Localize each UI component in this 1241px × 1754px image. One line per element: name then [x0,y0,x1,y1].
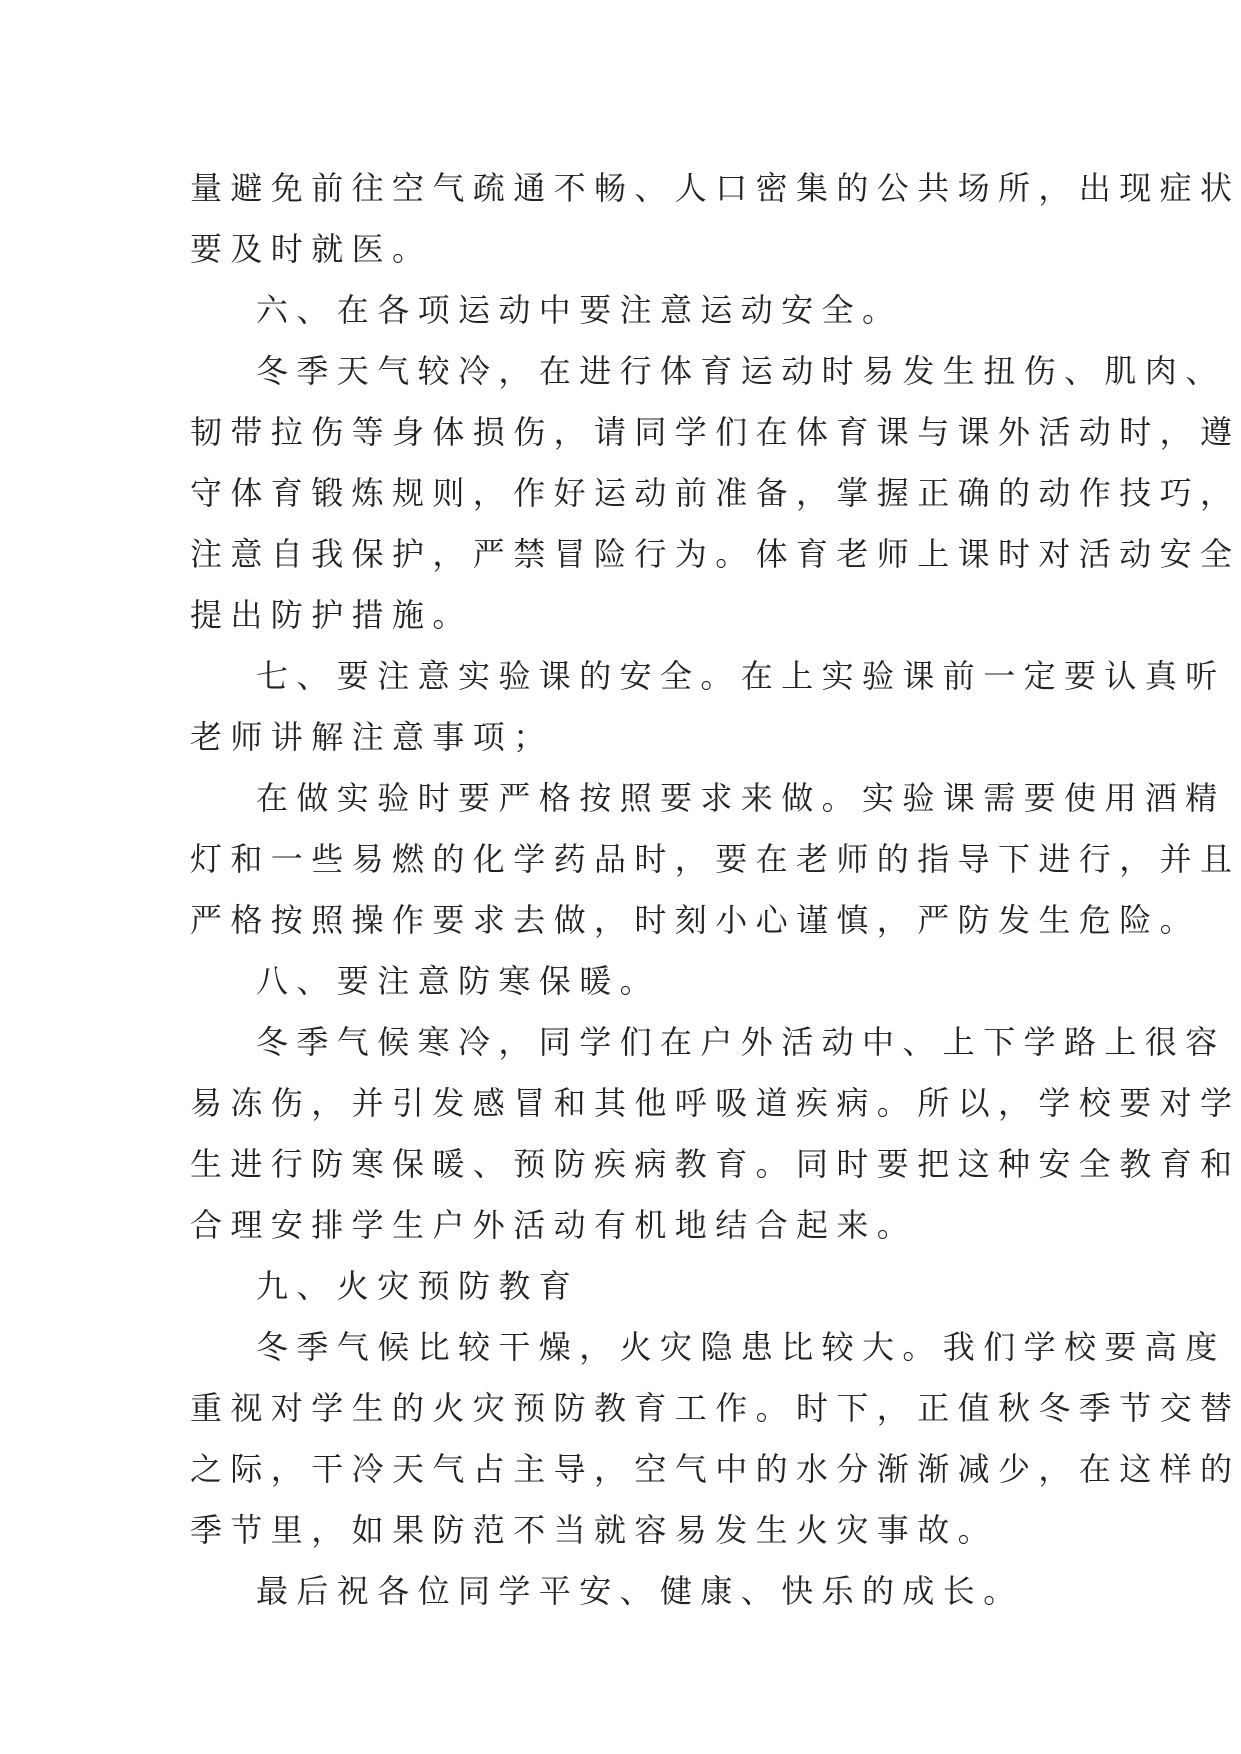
section-heading-9: 九、火灾预防教育 [256,1267,580,1305]
text-line-12: 灯和一些易燃的化学药品时，要在老师的指导下进行，并且 [190,840,1241,878]
text-line-7: 注意自我保护，严禁冒险行为。体育老师上课时对活动安全 [190,535,1241,573]
text-line-6: 守体育锻炼规则，作好运动前准备，掌握正确的动作技巧， [190,474,1241,512]
section-heading-8: 八、要注意防寒保暖。 [256,962,661,1000]
text-line-1: 量避免前往空气疏通不畅、人口密集的公共场所，出现症状 [190,169,1241,207]
text-line-11: 在做实验时要严格按照要求来做。实验课需要使用酒精 [256,779,1226,817]
document-body [190,158,1241,1622]
text-line-13: 严格按照操作要求去做，时刻小心谨慎，严防发生危险。 [190,901,1201,939]
section-heading-6: 六、在各项运动中要注意运动安全。 [256,291,903,329]
text-line-2: 要及时就医。 [190,230,433,268]
text-line-23: 季节里，如果防范不当就容易发生火灾事故。 [190,1511,999,1549]
text-line-17: 生进行防寒保暖、预防疾病教育。同时要把这种安全教育和 [190,1145,1241,1183]
text-line-20: 冬季气候比较干燥，火灾隐患比较大。我们学校要高度 [256,1328,1226,1366]
text-line-4: 冬季天气较冷，在进行体育运动时易发生扭伤、肌肉、 [256,352,1226,390]
text-line-8: 提出防护措施。 [190,596,473,634]
text-line-21: 重视对学生的火灾预防教育工作。时下，正值秋冬季节交替 [190,1389,1241,1427]
text-line-5: 韧带拉伤等身体损伤，请同学们在体育课与课外活动时，遵 [190,413,1241,451]
text-line-16: 易冻伤，并引发感冒和其他呼吸道疾病。所以，学校要对学 [190,1084,1241,1122]
text-line-15: 冬季气候寒冷，同学们在户外活动中、上下学路上很容 [256,1023,1226,1061]
text-line-10: 老师讲解注意事项； [190,718,554,756]
section-heading-7: 七、要注意实验课的安全。在上实验课前一定要认真听 [256,657,1226,695]
text-line-18: 合理安排学生户外活动有机地结合起来。 [190,1206,918,1244]
closing-line: 最后祝各位同学平安、健康、快乐的成长。 [256,1572,1024,1610]
text-line-22: 之际，干冷天气占主导，空气中的水分渐渐减少，在这样的 [190,1450,1241,1488]
